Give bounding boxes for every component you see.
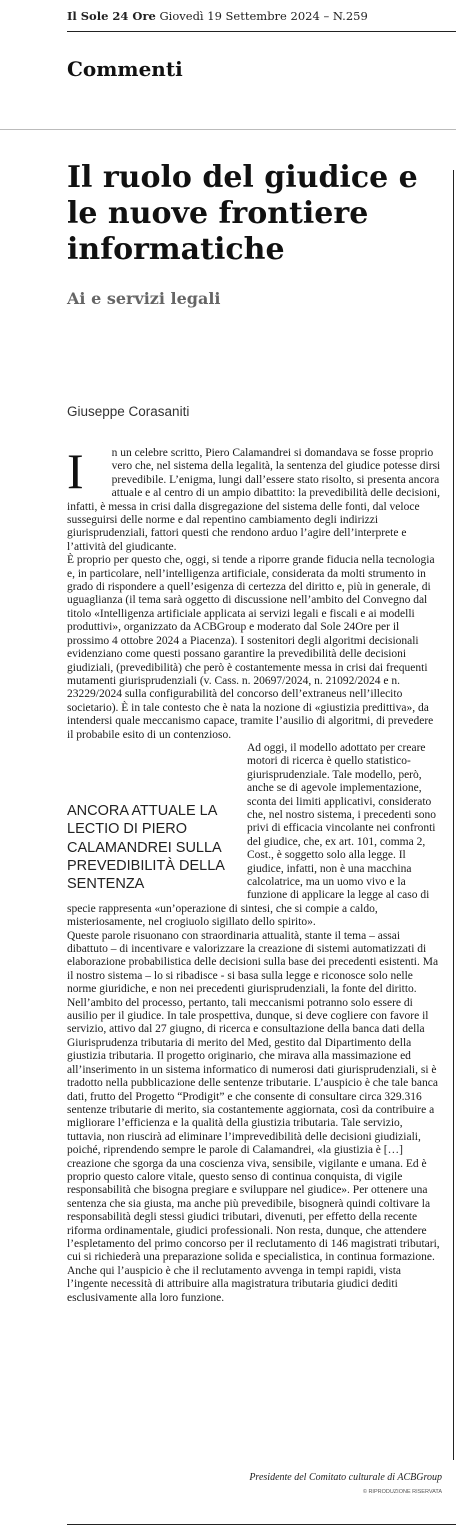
masthead-brand: Il Sole 24 Ore xyxy=(67,9,156,23)
article-subheadline: Ai e servizi legali xyxy=(67,289,221,308)
drop-cap: I xyxy=(67,443,84,499)
pull-quote: ANCORA ATTUALE LA LECTIO DI PIERO CALAMANDREI SULLA PREVEDIBILITÀ DELLA SENTENZA xyxy=(67,802,225,893)
article-paragraph-2: È proprio per questo che, oggi, si tende a riporre grande fiducia nella tecnologia e, in particolare, nell’intelligenza artificiale, considerata da molti strumento in grado di rispondere a quell’esigenza di certezza del diritto e, più in generale, di uguaglianza (il tema sarà oggetto di discussione nell’ambito del Convegno dal titolo «Intelligenza artificiale applicata ai servizi legali e fiscali e ai modelli produttivi», organizzato da ACBGroup e moderato dal Sole 24Ore per il prossimo 4 ottobre 2024 a Piacenza). I sostenitori degli algoritmi decisionali evidenziano come questi possano garantire la prevedibilità delle decisioni giudiziali, (prevedibilità) che però è costantemente messa in crisi dai frequenti mutamenti giurisprudenziali (v. Cass. n. 20697/2024, n. 21092/2024 e n. 23229/2024 sulla configurabilità del concorso dell’extraneus nell’illecito societario). È in tale contesto che è nata la nozione di «giustizia predittiva», da intendersi quale meccanismo capace, tramite l’ausilio di algoritmi, di prevedere il probabile esito di un contenzioso. xyxy=(67,554,435,741)
section-title: Commenti xyxy=(67,57,183,81)
article-paragraph-3: Ad oggi, il modello adottato per creare motori di ricerca è quello statistico-giurisprudenziale. Tale modello, però, anche se di agevole implementazione, sconta dei limiti applicativi, considerato che, nel nostro sistema, i precedenti sono privi di efficacia vincolante nei confronti del giudice, che, ex art. 101, comma 2, Cost., è soggetto solo alla legge. Il giudice, infatti, non è una macchina calcolatrice, ma un uomo vivo e la funzione di applicare la legge al caso di specie rappresenta «un’operazione di sintesi, che si compie a caldo, misteriosamente, nel crogiuolo sigillato dello spirito». xyxy=(67,741,437,929)
bottom-divider xyxy=(67,1524,456,1525)
top-divider xyxy=(67,31,456,32)
masthead-issue: – N.259 xyxy=(323,9,368,23)
article-author: Giuseppe Corasaniti xyxy=(67,404,190,419)
article-body xyxy=(67,443,442,1305)
column-divider xyxy=(453,170,454,1460)
article-paragraph-1: n un celebre scritto, Piero Calamandrei si domandava se fosse proprio vero che, nel sistema della legalità, la sentenza del giudice potesse dirsi prevedibile. L’enigma, lungi dall’essere stato risolto, si presenta ancora attuale e al centro di un ampio dibattito: la prevedibilità delle decisioni, infatti, è messa in crisi dalla disgregazione del sistema delle fonti, dal veloce susseguirsi delle norme e dal repentino cambiamento degli indirizzi giurisprudenziali, fattori questi che rendono arduo l’agire dell’interprete e l’attività del giudicante. xyxy=(67,447,441,553)
article-headline: Il ruolo del giudice e le nuove frontiere informatiche xyxy=(67,160,418,267)
article-paragraph-4: Queste parole risuonano con straordinaria attualità, stante il tema – assai dibattuto – di incentivare e valorizzare la creazione di sistemi automatizzati di elaborazione probabilistica delle decisioni sulla base dei precedenti esistenti. Ma il nostro sistema – lo si ribadisce - si basa sulla legge e riconosce solo nelle norme giuridiche, e non nei precedenti giurisprudenziali, la fonte del diritto. Nell’ambito del processo, pertanto, tali meccanismi potranno solo essere di ausilio per il giudice. In tale prospettiva, dunque, si deve cogliere con favore il servizio, attivo dal 27 giugno, di ricerca e consultazione della banca dati della Giurisprudenza tributaria di merito del Med, gestito dal Dipartimento della giustizia tributaria. Il progetto originario, che mirava alla massimazione ed all’inserimento in un sistema informatico di numerosi dati giurisprudenziali, si è tradotto nella pubblicazione delle sentenze tributarie. L’auspicio è che tale banca dati, frutto del Progetto “Prodigit” e che consente di consultare circa 329.316 sentenze tributarie di merito, sia costantemente aggiornata, così da contribuire a migliorare l’efficienza e la qualità della giustizia tributaria. Tale servizio, tuttavia, non riuscirà ad eliminare l’imprevedibilità delle decisioni giudiziali, poiché, riprendendo sempre le parole di Calamandrei, «la giustizia è […] creazione che sgorga da una coscienza viva, sensibile, vigilante e umana. Ed è proprio questo calore vitale, questo senso di continua conquista, di vigile responsabilità che bisogna pregiare e sviluppare nel giudice». Per ottenere una sentenza che sia giusta, ma anche più prevedibile, bisognerà quindi coltivare la responsabilità degli stessi giudici tributari, divenuti, per effetto della recente riforma ordinamentale, giudici professionali. Non resta, dunque, che attendere l’espletamento del primo concorso per il reclutamento di 146 magistrati tributari, cui si richiederà una preparazione solida e specialistica, in continua formazione. Anche qui l’auspicio è che il reclutamento avvenga in tempi rapidi, vista l’ingente necessità di attribuire alla magistratura tributaria giudici dediti esclusivamente alla loro funzione. xyxy=(67,929,440,1304)
copyright-notice: © RIPRODUZIONE RISERVATA xyxy=(362,1489,442,1495)
masthead xyxy=(67,9,368,23)
section-divider xyxy=(0,129,456,130)
masthead-date: Giovedì 19 Settembre 2024 xyxy=(159,9,320,23)
author-signature: Presidente del Comitato culturale di ACBGroup xyxy=(249,1472,442,1483)
